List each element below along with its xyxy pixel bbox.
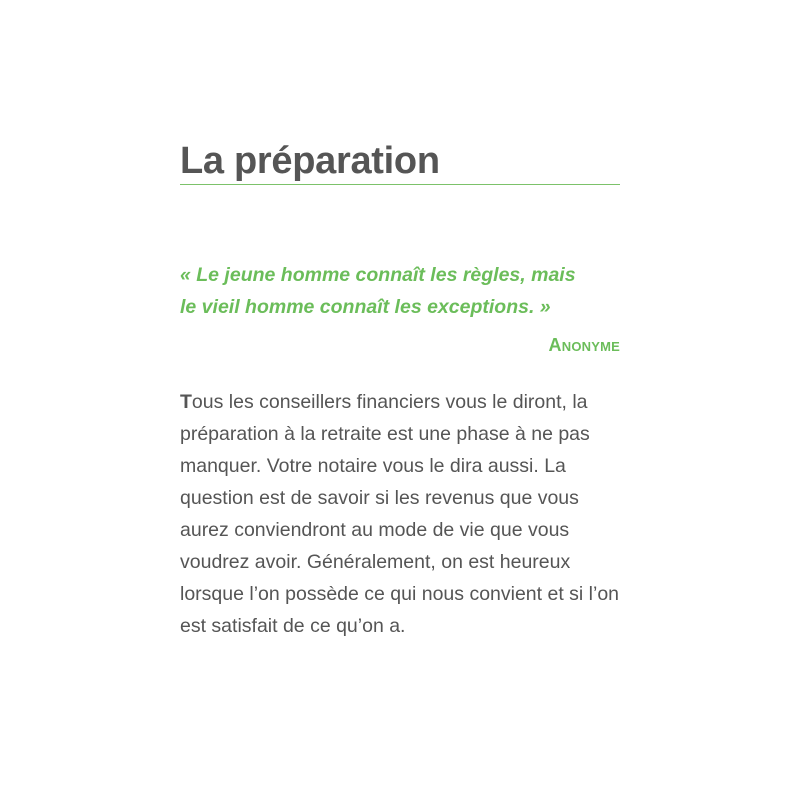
lead-letter: T (180, 391, 192, 413)
epigraph-author: Anonyme (548, 335, 620, 355)
epigraph-quote (180, 259, 620, 323)
epigraph-quote-line-2: le vieil homme connaît les exceptions. » (180, 296, 551, 318)
page-title: La préparation (180, 140, 440, 182)
body-paragraph (180, 386, 620, 642)
page-content (180, 138, 620, 642)
epigraph (180, 259, 620, 356)
epigraph-quote-line-1: « Le jeune homme connaît les règles, mais (180, 264, 576, 286)
body-paragraph-text: ous les conseillers financiers vous le diront, la préparation à la retraite est une phase à ne pas manquer. Votre notaire vous le dira aussi. La question est de savoir si les revenus que vous aurez conviendront au mode de vie que vous voudrez avoir. Généralement, on est heureux lorsque l’on possède ce qui nous convient et si l’on est satisfait de ce qu’on a. (180, 391, 620, 637)
title-divider (180, 184, 620, 185)
